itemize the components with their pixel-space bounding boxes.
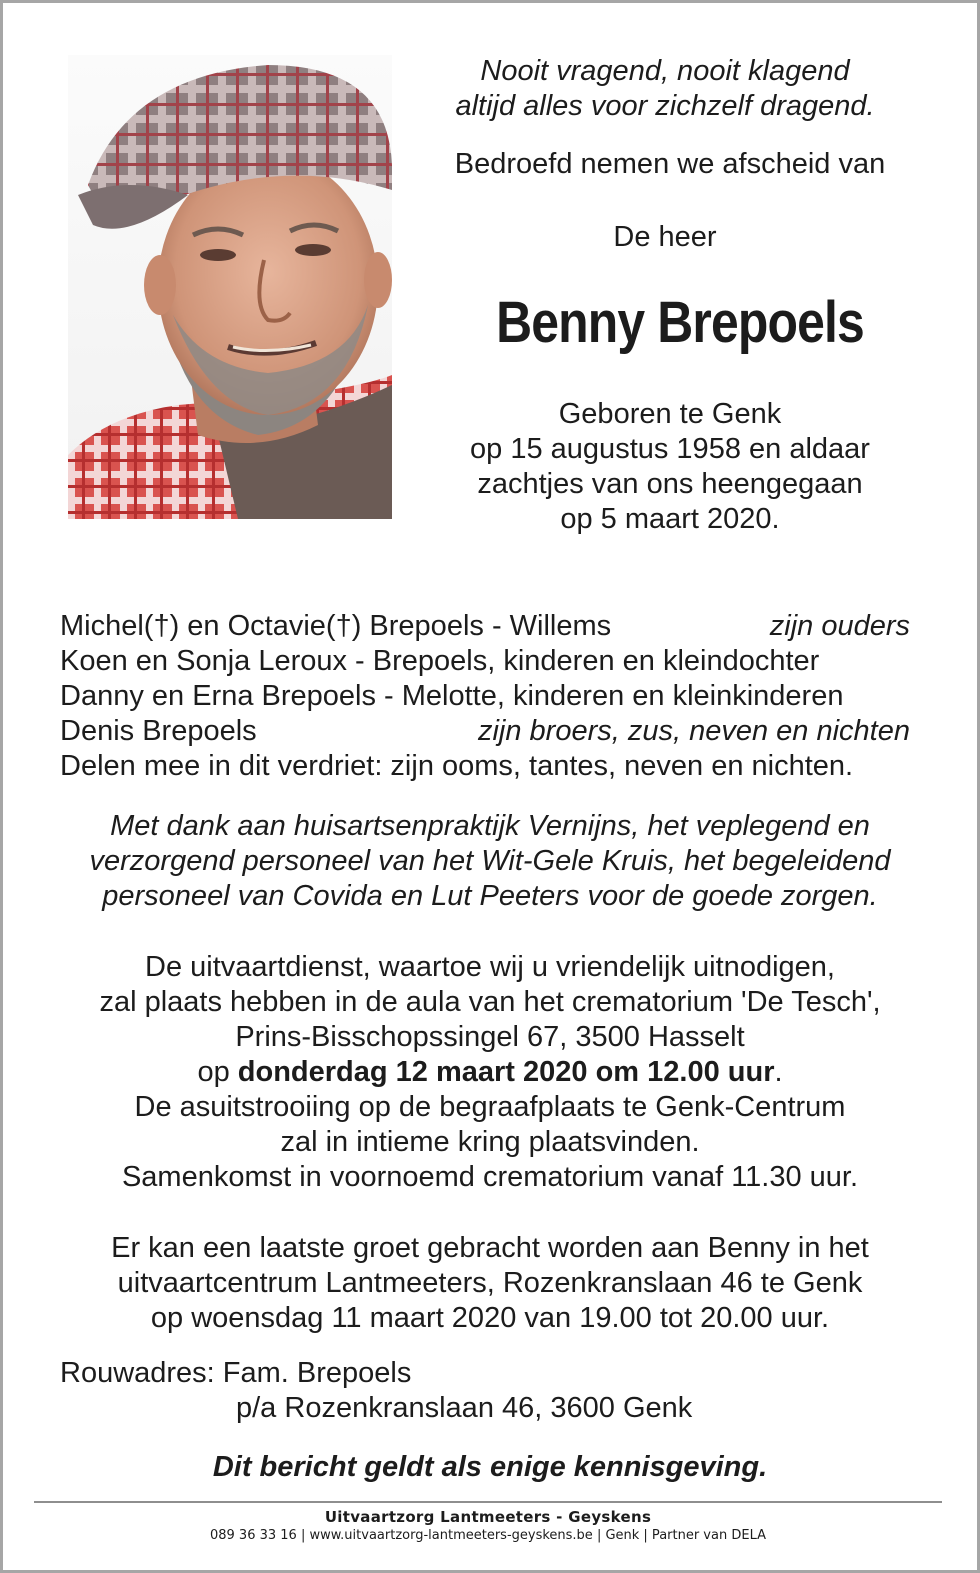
greeting-line: uitvaartcentrum Lantmeeters, Rozenkranslaan 46 te Genk	[117, 1267, 863, 1299]
last-greeting	[30, 1231, 950, 1336]
thanks-text	[40, 809, 940, 914]
intro-text: Bedroefd nemen we afscheid van	[454, 148, 886, 180]
service-line: De asuitstrooiing op de begraafplaats te Genk-Centrum	[134, 1091, 846, 1123]
birth-line-3: zachtjes van ons heengegaan	[477, 468, 863, 500]
family-row-left: Koen en Sonja Leroux - Brepoels, kinderen en kleindochter	[60, 645, 820, 677]
family-row-left: Denis Brepoels	[60, 715, 257, 747]
family-row-left: Danny en Erna Brepoels - Melotte, kinderen en kleinkinderen	[60, 680, 844, 712]
family-row	[60, 714, 910, 749]
service-line: De uitvaartdienst, waartoe wij u vriendelijk uitnodigen,	[145, 951, 835, 983]
birth-line-2: op 15 augustus 1958 en aldaar	[470, 433, 870, 465]
family-row-right: zijn broers, zus, neven en nichten	[477, 715, 910, 747]
quote-line-1: Nooit vragend, nooit klagend	[480, 55, 850, 87]
family-row-right: zijn ouders	[769, 610, 910, 642]
service-date-suffix: .	[774, 1056, 783, 1088]
service-line: zal in intieme kring plaatsvinden.	[280, 1126, 700, 1158]
footer-company: Uitvaartzorg Lantmeeters - Geyskens	[324, 1508, 652, 1526]
greeting-line: Er kan een laatste groet gebracht worden aan Benny in het	[111, 1232, 869, 1264]
mourning-address-name: Rouwadres: Fam. Brepoels	[60, 1357, 412, 1389]
portrait-photo	[68, 55, 392, 519]
service-date-prefix: op	[197, 1056, 230, 1088]
service-line: zal plaats hebben in de aula van het crematorium 'De Tesch',	[99, 986, 881, 1018]
family-row	[60, 644, 910, 679]
service-line: Prins-Bisschopssingel 67, 3500 Hasselt	[235, 1021, 745, 1053]
family-row	[60, 609, 910, 644]
opening-quote	[420, 54, 910, 124]
notice-statement: Dit bericht geldt als enige kennisgeving.	[212, 1451, 768, 1483]
birth-line-4: op 5 maart 2020.	[560, 503, 780, 535]
service-line: Samenkomst in voornoemd crematorium vanaf 11.30 uur.	[121, 1161, 859, 1193]
thanks-line: personeel van Covida en Lut Peeters voor de goede zorgen.	[102, 880, 878, 912]
family-row-left: Delen mee in dit verdriet: zijn ooms, tantes, neven en nichten.	[60, 750, 854, 782]
funeral-service	[30, 950, 950, 1195]
thanks-line: Met dank aan huisartsenpraktijk Vernijns, het veplegend en	[110, 810, 870, 842]
birth-line-1: Geboren te Genk	[558, 398, 782, 430]
birth-details	[420, 397, 920, 537]
family-row	[60, 749, 910, 784]
family-row	[60, 679, 910, 714]
footer-contact: 089 36 33 16 | www.uitvaartzorg-lantmeeters-geyskens.be | Genk | Partner van DELA	[209, 1528, 767, 1543]
thanks-line: verzorgend personeel van het Wit-Gele Kruis, het begeleidend	[89, 845, 891, 877]
deceased-name: Benny Brepoels	[496, 290, 864, 355]
mourning-address-street: p/a Rozenkranslaan 46, 3600 Genk	[236, 1392, 693, 1424]
service-date: donderdag 12 maart 2020 om 12.00 uur	[237, 1056, 775, 1088]
footer-divider	[34, 1501, 942, 1503]
family-row-left: Michel(†) en Octavie(†) Brepoels - Willems	[60, 610, 612, 642]
quote-line-2: altijd alles voor zichzelf dragend.	[455, 90, 875, 122]
service-date-line	[30, 1055, 950, 1090]
greeting-line: op woensdag 11 maart 2020 van 19.00 tot 20.00 uur.	[150, 1302, 830, 1334]
salutation: De heer	[613, 221, 717, 253]
